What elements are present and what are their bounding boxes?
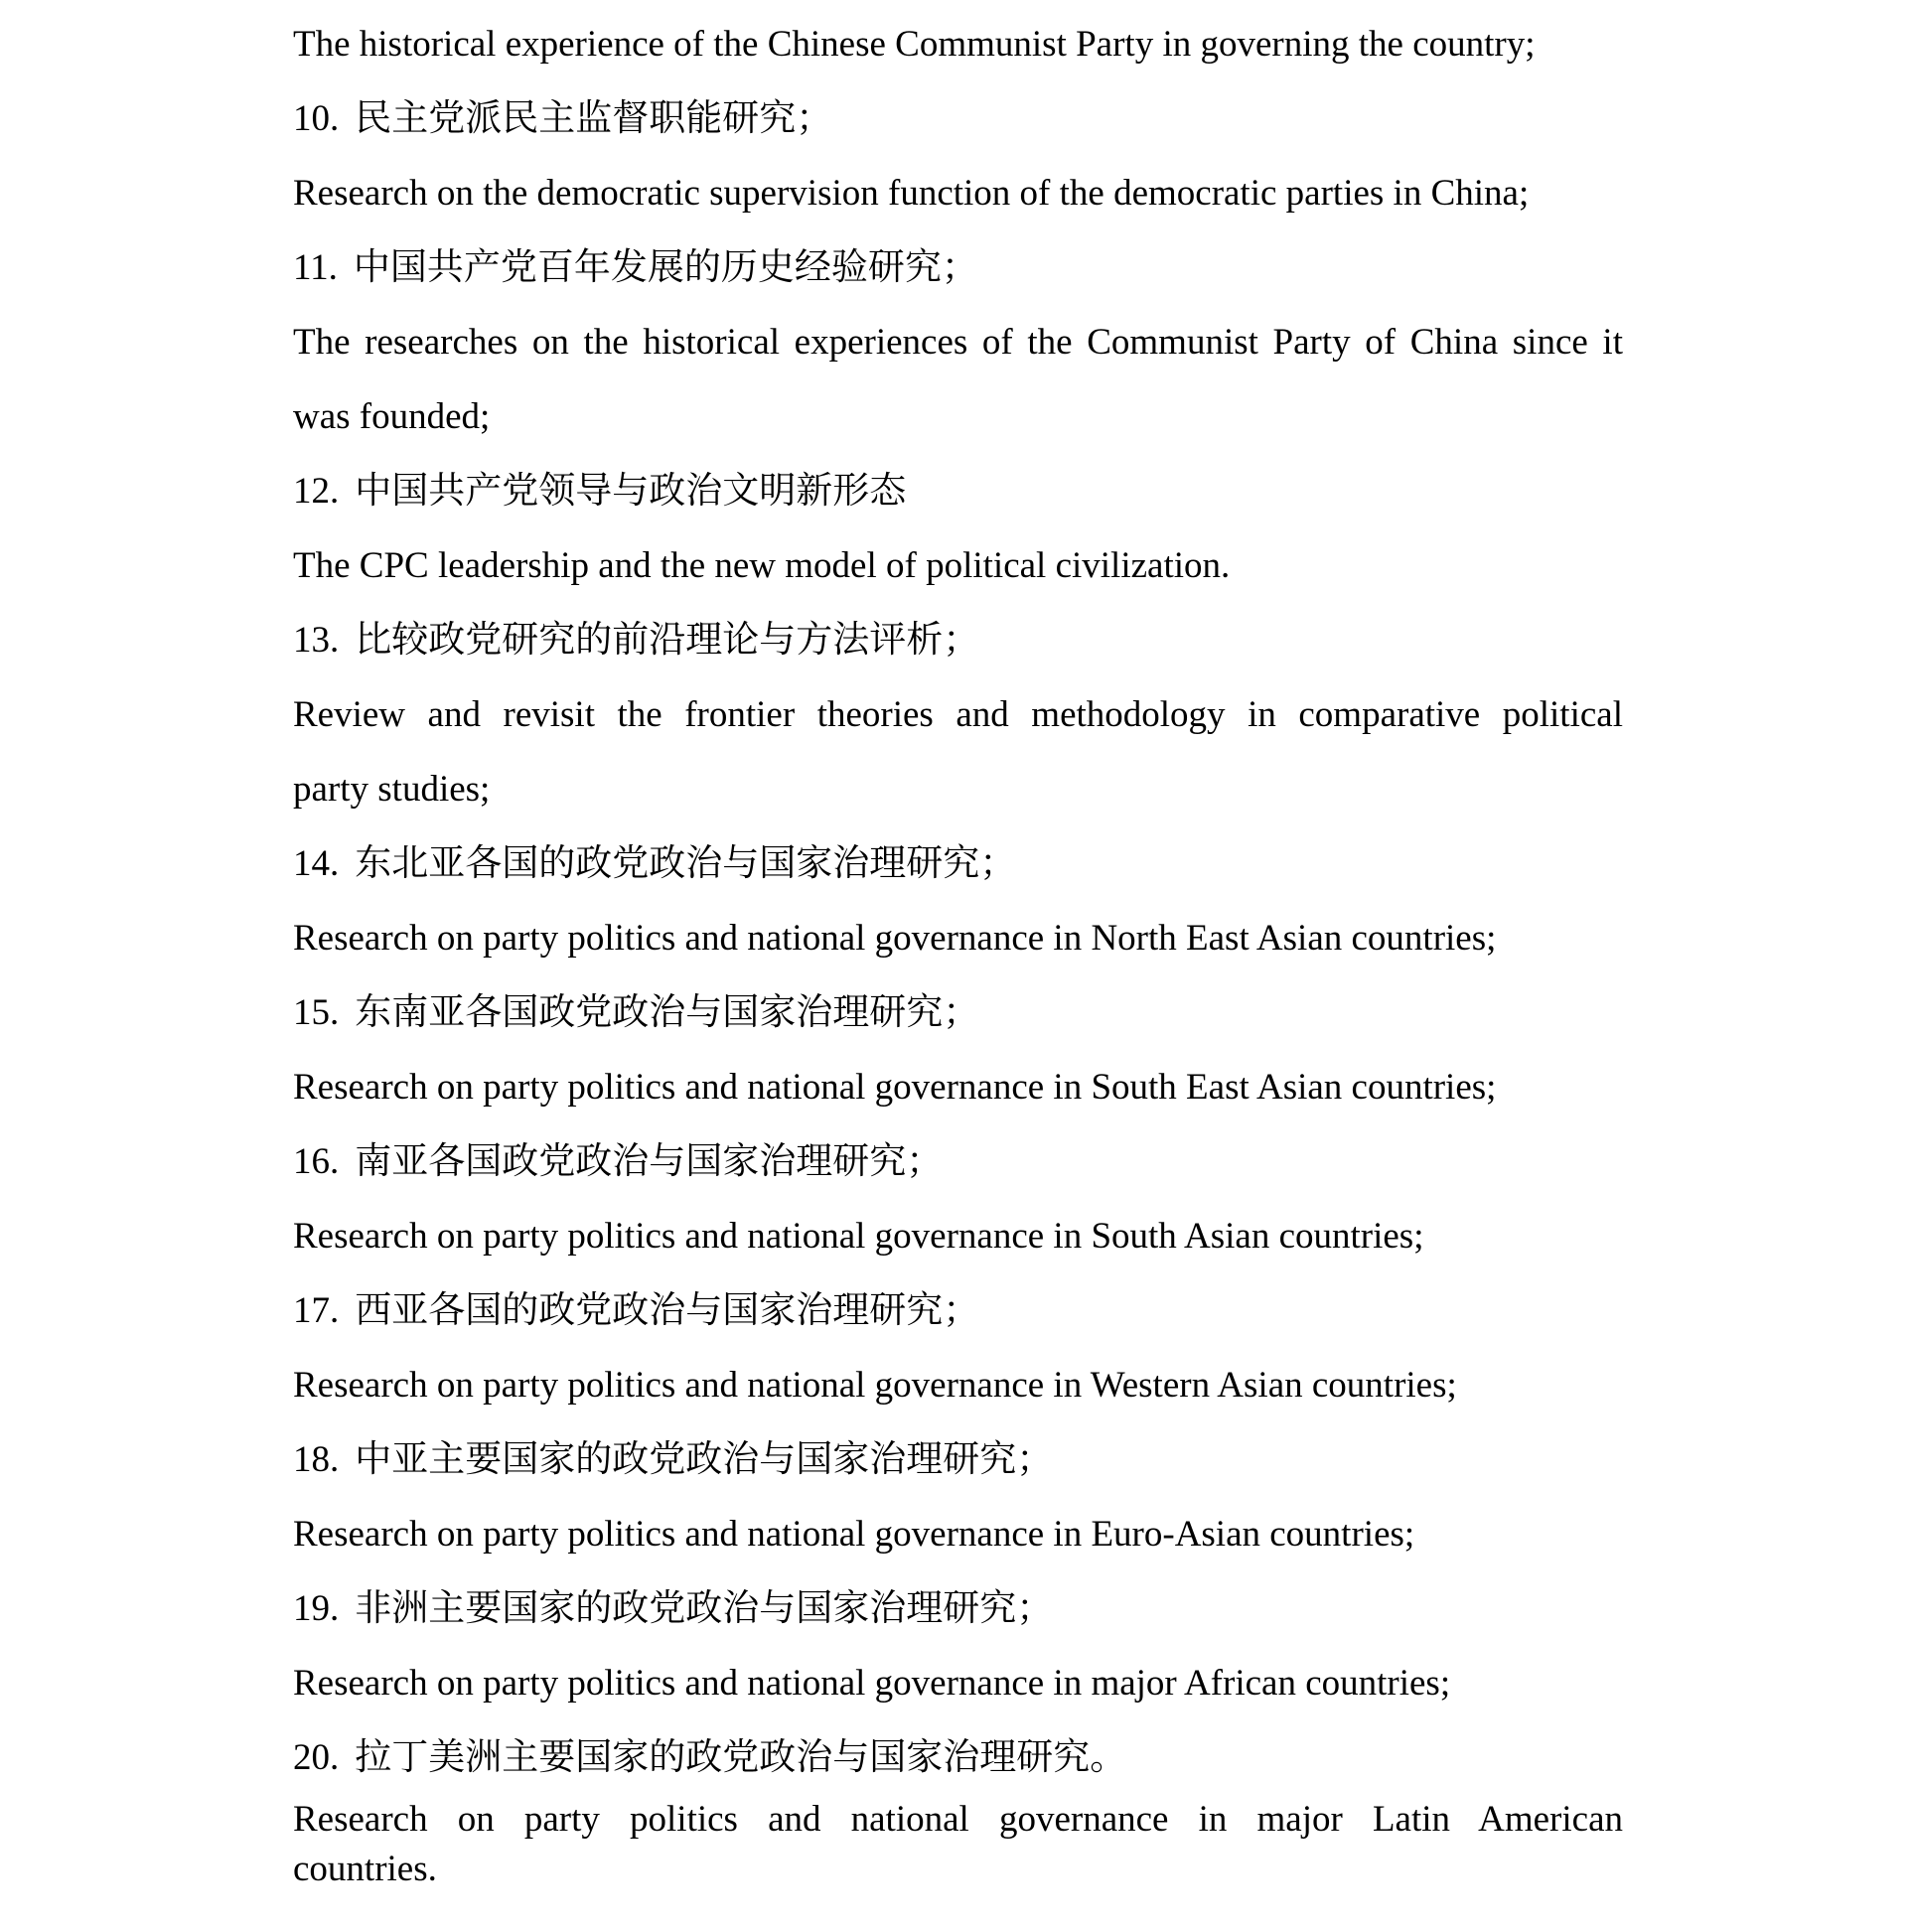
item-20-en-line-2: countries. — [293, 1849, 437, 1889]
item-17-zh-text: 西亚各国的政党政治与国家治理研究； — [355, 1290, 980, 1331]
item-10-number: 10. — [293, 98, 340, 139]
item-13-zh-text: 比较政党研究的前沿理论与方法评析； — [355, 620, 980, 661]
item-15-number: 15. — [293, 992, 340, 1033]
item-12-zh-line — [293, 454, 1623, 528]
item-20-en-line-1: Research on party politics and national governance in major Latin American — [293, 1799, 1623, 1840]
item-13-en-line-2: party studies; — [293, 769, 491, 810]
item-17-number: 17. — [293, 1290, 340, 1331]
item-11-zh-line — [293, 230, 1623, 305]
item-15-zh-text: 东南亚各国政党政治与国家治理研究； — [355, 992, 980, 1033]
item-17-zh-line — [293, 1273, 1623, 1348]
item-14-zh-text: 东北亚各国的政党政治与国家治理研究； — [355, 843, 1017, 884]
item-11-en-line-1: The researches on the historical experiences of the Communist Party of China since it — [293, 322, 1623, 363]
item-14-en-line-1: Research on party politics and national governance in North East Asian countries; — [293, 918, 1497, 959]
item-20-number: 20. — [293, 1737, 340, 1778]
intro-en-line: The historical experience of the Chinese Communist Party in governing the country; — [293, 24, 1536, 65]
item-19-zh-text: 非洲主要国家的政党政治与国家治理研究； — [355, 1588, 1054, 1629]
item-18-zh-text: 中亚主要国家的政党政治与国家治理研究； — [355, 1439, 1054, 1480]
item-18-en-line-1: Research on party politics and national governance in Euro-Asian countries; — [293, 1514, 1415, 1555]
item-10-en-line-1: Research on the democratic supervision function of the democratic parties in China; — [293, 173, 1530, 214]
item-15-en-line-1: Research on party politics and national governance in South East Asian countries; — [293, 1067, 1497, 1108]
item-13-number: 13. — [293, 620, 340, 661]
item-16-zh-line — [293, 1124, 1623, 1199]
item-18-number: 18. — [293, 1439, 340, 1480]
item-12-en-line-1: The CPC leadership and the new model of political civilization. — [293, 545, 1231, 586]
item-10-zh-text: 民主党派民主监督职能研究； — [355, 98, 833, 139]
item-15-zh-line — [293, 975, 1623, 1050]
item-16-en-line-1: Research on party politics and national governance in South Asian countries; — [293, 1216, 1424, 1257]
item-19-zh-line — [293, 1571, 1623, 1646]
item-12-number: 12. — [293, 471, 340, 512]
item-18-zh-line — [293, 1422, 1623, 1497]
item-19-number: 19. — [293, 1588, 340, 1629]
item-11-number: 11. — [293, 247, 338, 288]
item-20-zh-line — [293, 1720, 1623, 1795]
item-10-zh-line — [293, 81, 1623, 156]
item-13-zh-line — [293, 603, 1623, 677]
item-12-zh-text: 中国共产党领导与政治文明新形态 — [355, 471, 907, 512]
item-14-number: 14. — [293, 843, 340, 884]
item-11-en-line-2: was founded; — [293, 396, 491, 437]
item-16-number: 16. — [293, 1141, 340, 1182]
item-13-en-line-1: Review and revisit the frontier theories and methodology in comparative political — [293, 694, 1623, 735]
item-19-en-line-1: Research on party politics and national governance in major African countries; — [293, 1663, 1451, 1704]
item-14-zh-line — [293, 826, 1623, 901]
item-17-en-line-1: Research on party politics and national governance in Western Asian countries; — [293, 1365, 1457, 1406]
item-16-zh-text: 南亚各国政党政治与国家治理研究； — [355, 1141, 944, 1182]
item-11-zh-text: 中国共产党百年发展的历史经验研究； — [353, 247, 978, 288]
item-20-zh-text: 拉丁美洲主要国家的政党政治与国家治理研究。 — [355, 1737, 1127, 1778]
